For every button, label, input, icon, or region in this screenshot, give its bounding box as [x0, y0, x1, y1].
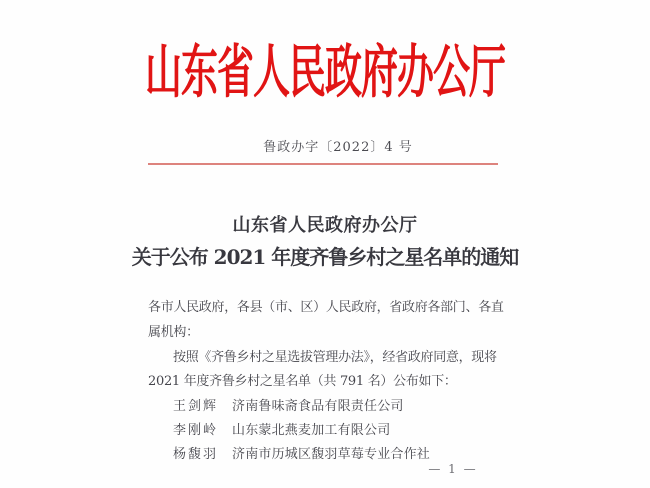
body-paragraph-line1: 按照《齐鲁乡村之星选拔管理办法》，经省政府同意，现将 [173, 350, 497, 365]
star-name: 王剑辉 [173, 399, 219, 414]
list-item [173, 419, 390, 438]
doc-reference-number: 鲁政办字〔2022〕4 号 [263, 140, 413, 155]
salutation-line2: 属机构： [148, 325, 199, 340]
page-number: — 1 — [428, 462, 478, 476]
star-name: 李刚岭 [173, 423, 219, 438]
salutation-line1: 各市人民政府，各县（市、区）人民政府，省政府各部门、各直 [148, 300, 504, 315]
notice-title-line2: 关于公布 2021 年度齐鲁乡村之星名单的通知 [131, 245, 519, 269]
list-item [173, 395, 404, 414]
list-item [173, 443, 430, 462]
star-organization: 济南市历城区馥羽草莓专业合作社 [232, 447, 431, 462]
red-divider-line [148, 163, 498, 165]
letterhead-text: 山东省人民政府办公厅 [145, 37, 505, 106]
star-organization: 济南鲁味斋食品有限责任公司 [232, 399, 404, 414]
body-paragraph-line2: 2021 年度齐鲁乡村之星名单（共 791 名）公布如下： [148, 374, 457, 389]
letterhead-title [0, 25, 650, 106]
star-organization: 山东蒙北燕麦加工有限公司 [232, 423, 391, 438]
star-name: 杨馥羽 [173, 447, 219, 462]
notice-title-line1: 山东省人民政府办公厅 [232, 215, 418, 236]
